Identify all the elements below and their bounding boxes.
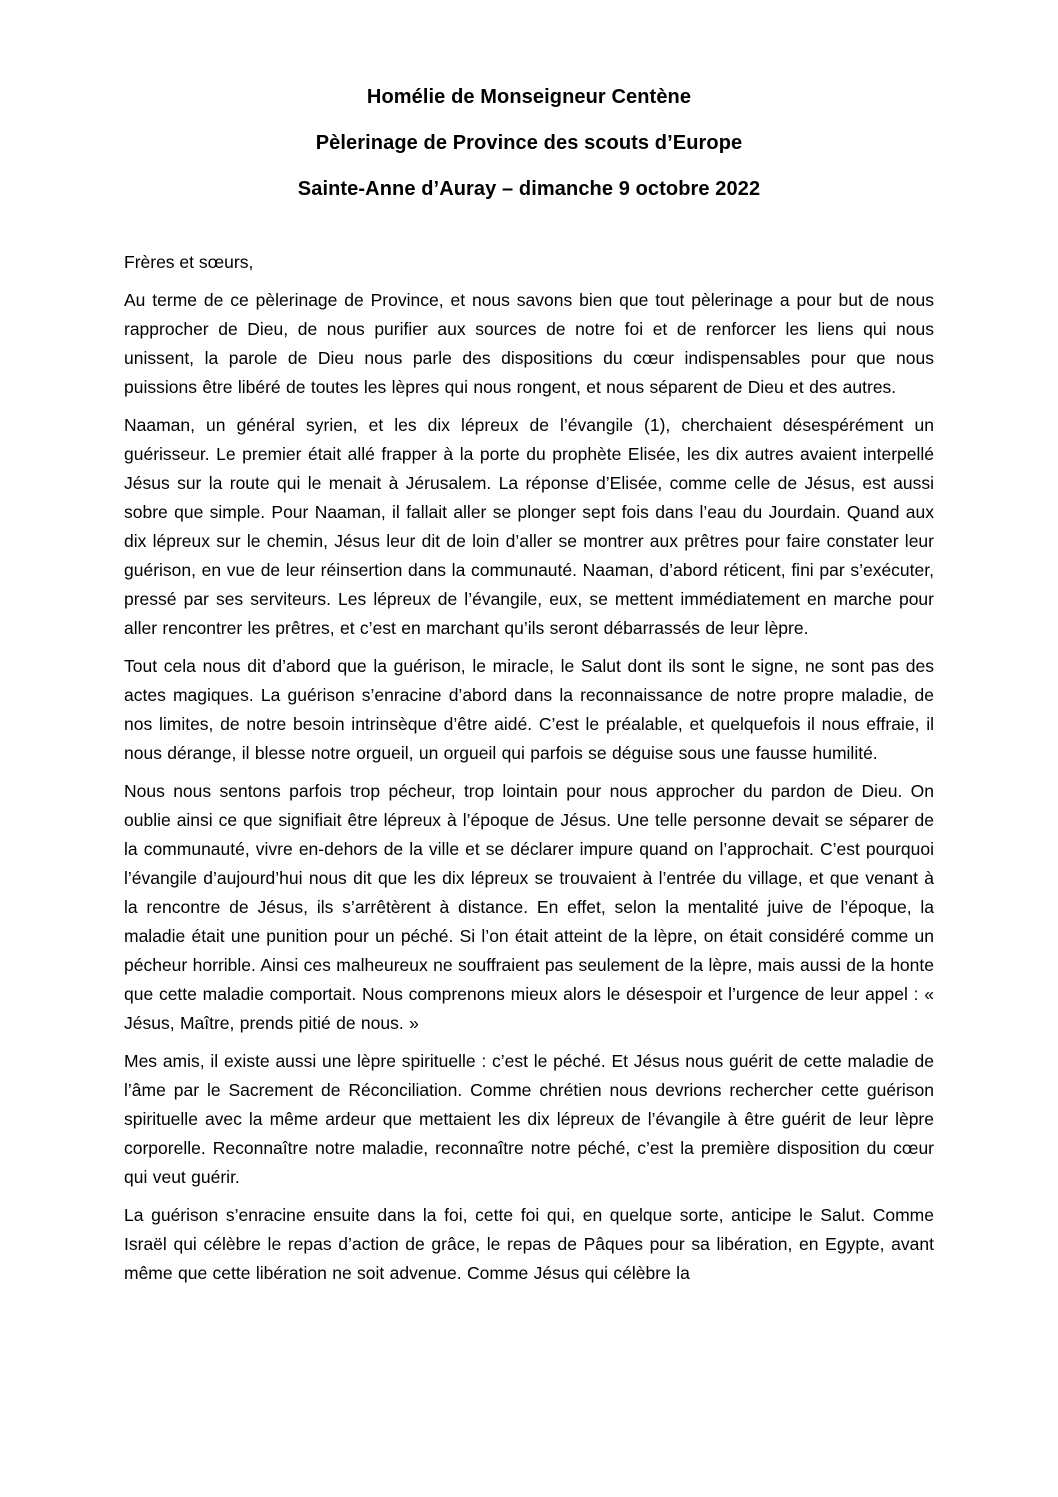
doc-title-line-1: Homélie de Monseigneur Centène: [366, 86, 692, 108]
paragraph-6: La guérison s’enracine ensuite dans la foi, cette foi qui, en quelque sorte, anticipe le Salut. Comme Israël qui célèbre le repas d’action de grâce, le repas de Pâques pour sa libération, en Egypte, avant même que cette libération ne soit advenue. Comme Jésus qui célèbre la: [124, 1205, 934, 1283]
salutation: Frères et sœurs,: [124, 252, 254, 272]
paragraph-2: Naaman, un général syrien, et les dix lépreux de l’évangile (1), cherchaient désespérément un guérisseur. Le premier était allé frapper à la porte du prophète Elisée, les dix autres avaient interpellé Jésus sur la route qui le menait à Jérusalem. La réponse d’Elisée, comme celle de Jésus, est aussi sobre que simple. Pour Naaman, il fallait aller se plonger sept fois dans l’eau du Jourdain. Quand aux dix lépreux sur le chemin, Jésus leur dit de loin d’aller se montrer aux prêtres pour faire constater leur guérison, en vue de leur réinsertion dans la communauté. Naaman, d’abord réticent, fini par s’exécuter, pressé par ses serviteurs. Les lépreux de l’évangile, eux, se mettent immédiatement en marche pour aller rencontrer les prêtres, et c’est en marchant qu’ils seront débarrassés de leur lèpre.: [124, 415, 934, 638]
doc-title-line-2: Pèlerinage de Province des scouts d’Europe: [315, 132, 743, 154]
paragraph-3: Tout cela nous dit d’abord que la guérison, le miracle, le Salut dont ils sont le signe, ne sont pas des actes magiques. La guérison s’enracine d’abord dans la reconnaissance de notre propre maladie, de nos limites, de notre besoin intrinsèque d’être aidé. C’est le préalable, et quelquefois il nous effraie, il nous dérange, il blesse notre orgueil, un orgueil qui parfois se déguise sous une fausse humilité.: [124, 656, 934, 763]
doc-title-line-3: Sainte-Anne d’Auray – dimanche 9 octobre 2022: [297, 178, 761, 200]
paragraph-5: Mes amis, il existe aussi une lèpre spirituelle : c’est le péché. Et Jésus nous guérit de cette maladie de l’âme par le Sacrement de Réconciliation. Comme chrétien nous devrions rechercher cette guérison spirituelle avec la même ardeur que mettaient les dix lépreux de l’évangile à être guérit de leur lèpre corporelle. Reconnaître notre maladie, reconnaître notre péché, c’est la première disposition du cœur qui veut guérir.: [124, 1051, 934, 1187]
paragraph-4: Nous nous sentons parfois trop pécheur, trop lointain pour nous approcher du pardon de Dieu. On oublie ainsi ce que signifiait être lépreux à l’époque de Jésus. Une telle personne devait se séparer de la communauté, vivre en-dehors de la ville et se déclarer impure quand on l’approchait. C’est pourquoi l’évangile d’aujourd’hui nous dit que les dix lépreux se trouvaient à l’entrée du village, et que venant à la rencontre de Jésus, ils s’arrêtèrent à distance. En effet, selon la mentalité juive de l’époque, la maladie était une punition pour un péché. Si l’on était atteint de la lèpre, on était considéré comme un pécheur horrible. Ainsi ces malheureux ne souffraient pas seulement de la lèpre, mais aussi de la honte que cette maladie comportait. Nous comprenons mieux alors le désespoir et l’urgence de leur appel : « Jésus, Maître, prends pitié de nous. »: [124, 781, 934, 1033]
paragraph-1: Au terme de ce pèlerinage de Province, et nous savons bien que tout pèlerinage a pour but de nous rapprocher de Dieu, de nous purifier aux sources de notre foi et de renforcer les liens qui nous unissent, la parole de Dieu nous parle des dispositions du cœur indispensables pour que nous puissions être libéré de toutes les lèpres qui nous rongent, et nous séparent de Dieu et des autres.: [124, 290, 934, 397]
